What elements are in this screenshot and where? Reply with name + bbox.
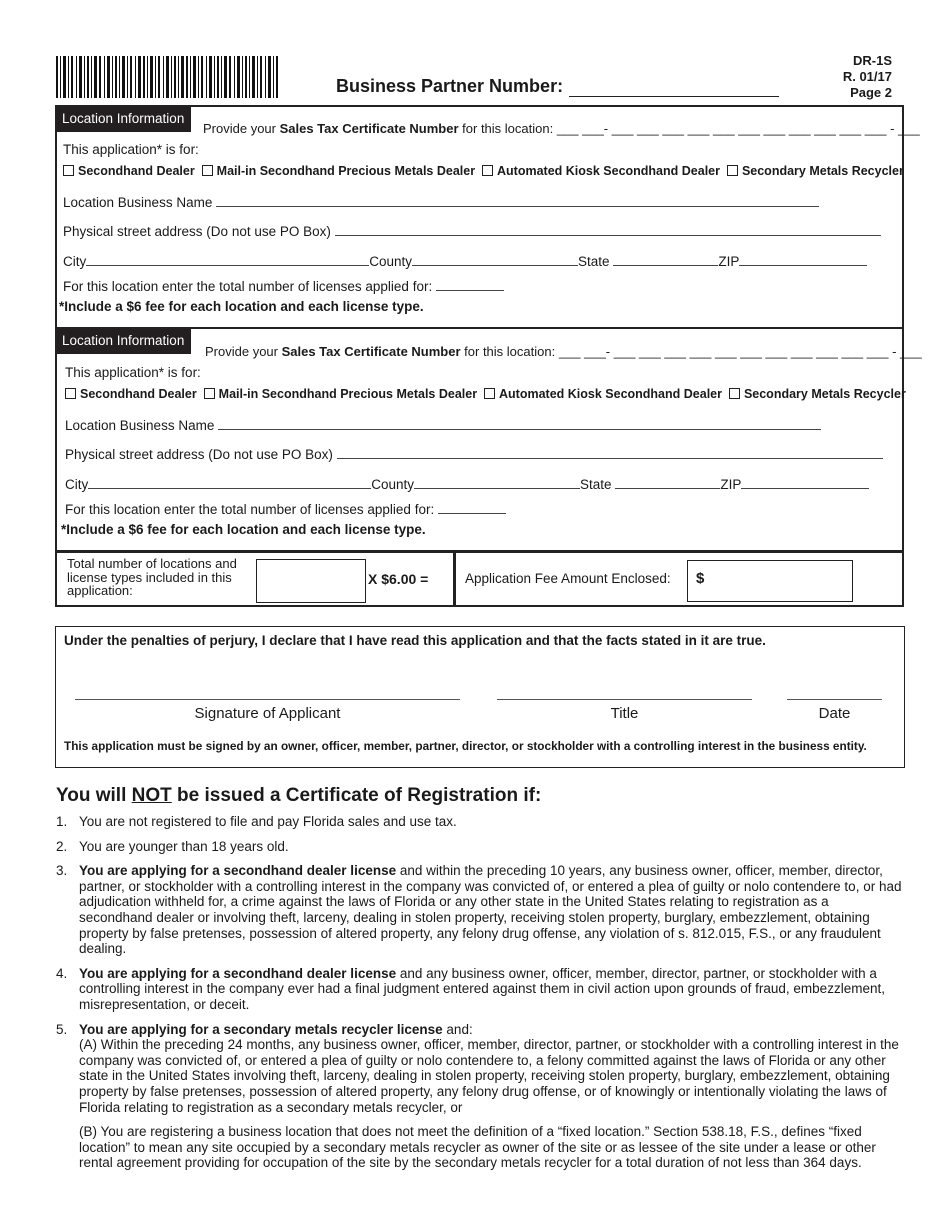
county-field[interactable] xyxy=(412,253,578,266)
business-partner-number xyxy=(336,76,779,97)
item-number: 2. xyxy=(56,838,68,854)
address-row xyxy=(65,446,896,462)
tax-suffix: for this location: ___ ___- ___ ___ ___ ___ ___ ___ ___ ___ ___ ___ ___ - ___ xyxy=(458,121,920,136)
option-kiosk-dealer[interactable] xyxy=(484,387,722,401)
perjury-declaration: Under the penalties of perjury, I declare that I have read this application and that the facts stated in it are true. xyxy=(64,633,766,648)
state-label: State xyxy=(580,477,612,492)
tax-suffix: for this location: ___ ___- ___ ___ ___ ___ ___ ___ ___ ___ ___ ___ ___ - ___ xyxy=(460,344,922,359)
item-text: and: xyxy=(442,1021,473,1037)
address-field[interactable] xyxy=(335,223,881,236)
county-field[interactable] xyxy=(414,476,580,489)
option-label: Secondhand Dealer xyxy=(80,387,197,401)
item-bold-text: You are applying for a secondhand dealer license xyxy=(79,863,397,879)
tax-bold: Sales Tax Certificate Number xyxy=(279,121,459,136)
item-text: and within the preceding 10 years, any business owner, officer, member, director, partner, or stockholder with a controlling interest in the company was convicted of, or entered a plea of guilty or nolo contendere to, or had adjudication withheld for, a crime against the laws of Florida or any other state in the United States relating to registration as a secondhand dealer or involving theft, larceny, dealing in stolen property, receiving stolen property, burglary, embezzlement, obtaining property by false pretenses, possession of altered property, any felony drug offense, any violation of s. 812.015, F.S., or any fraudulent dealing. xyxy=(79,863,902,957)
city-label: City xyxy=(63,254,87,269)
signature-footnote: This application must be signed by an owner, officer, member, partner, director, or stockholder with a controlling interest in the business entity. xyxy=(64,739,867,753)
notice-title-end: be issued a Certificate of Registration if: xyxy=(171,785,542,806)
business-name-field[interactable] xyxy=(216,194,819,207)
sales-tax-certificate-line[interactable] xyxy=(203,121,920,136)
licenses-field[interactable] xyxy=(436,278,504,291)
option-label: Secondhand Dealer xyxy=(78,164,195,178)
option-secondhand-dealer[interactable] xyxy=(63,164,195,178)
checkbox[interactable] xyxy=(729,388,740,399)
licenses-field[interactable] xyxy=(438,501,506,514)
option-mail-in-dealer[interactable] xyxy=(202,164,475,178)
licenses-label: For this location enter the total number of licenses applied for: xyxy=(63,279,433,294)
list-item xyxy=(56,863,904,957)
option-secondhand-dealer[interactable] xyxy=(65,387,197,401)
date-caption: Date xyxy=(818,705,851,722)
checkbox[interactable] xyxy=(63,165,74,176)
notice-list xyxy=(56,814,904,1180)
application-for-label: This application* is for: xyxy=(63,142,199,157)
form-number: DR-1S xyxy=(852,53,892,68)
application-for-label: This application* is for: xyxy=(65,365,201,380)
business-partner-field[interactable] xyxy=(569,80,779,97)
checkbox[interactable] xyxy=(204,388,215,399)
tax-prefix: Provide your xyxy=(203,121,280,136)
signature-caption: Signature of Applicant xyxy=(194,705,341,722)
address-row xyxy=(63,223,896,239)
city-row xyxy=(65,476,896,492)
notice-title xyxy=(56,785,541,807)
state-label: State xyxy=(578,254,610,269)
option-kiosk-dealer[interactable] xyxy=(482,164,720,178)
option-label: Secondary Metals Recycler xyxy=(741,164,904,178)
option-label: Automated Kiosk Secondhand Dealer xyxy=(499,387,722,401)
licenses-row xyxy=(63,278,896,294)
business-name-label: Location Business Name xyxy=(63,195,213,210)
state-field[interactable] xyxy=(613,253,718,266)
fee-amount-label: Application Fee Amount Enclosed: xyxy=(465,571,671,586)
business-name-field[interactable] xyxy=(218,417,821,430)
option-label: Secondary Metals Recycler xyxy=(743,387,906,401)
item-text: and any business owner, officer, member, director, partner, or stockholder with a controlling interest in the company ever had a final judgment entered against them in civil action upon grounds of fraud, embezzlement, misrepresentation, or deceit. xyxy=(79,965,885,1012)
zip-label: ZIP xyxy=(718,254,740,269)
option-label: Automated Kiosk Secondhand Dealer xyxy=(497,164,720,178)
title-caption: Title xyxy=(610,705,639,722)
signature-field[interactable] xyxy=(75,699,460,700)
totals-row xyxy=(55,551,904,607)
fee-multiplier: X $6.00 = xyxy=(368,571,429,587)
page-number: Page 2 xyxy=(850,85,892,100)
checkbox[interactable] xyxy=(202,165,213,176)
item-paragraph-b: (B) You are registering a business location that does not meet the definition of a “fixed location.” Section 538.18, F.S., defines “fixed location” to mean any site occupied by a secondary metals recycler as owner of the site or as lessee of the site under a lease or other rental agreement providing for occupation of the site by the secondary metals recycler for a total duration of not less than 364 days. xyxy=(79,1124,876,1171)
city-field[interactable] xyxy=(88,476,371,489)
list-item xyxy=(56,814,904,830)
currency-symbol: $ xyxy=(696,570,705,587)
option-label: Mail-in Secondhand Precious Metals Dealer xyxy=(218,387,478,401)
total-locations-label: Total number of locations and license types included in this application: xyxy=(67,556,237,598)
fee-note: *Include a $6 fee for each location and each license type. xyxy=(59,299,424,314)
state-field[interactable] xyxy=(615,476,720,489)
checkbox[interactable] xyxy=(65,388,76,399)
business-name-row xyxy=(63,194,896,210)
fee-amount-field[interactable] xyxy=(687,560,853,602)
notice-title-start: You will xyxy=(56,785,132,806)
title-field[interactable] xyxy=(497,699,752,700)
licenses-label: For this location enter the total number of licenses applied for: xyxy=(65,502,435,517)
application-type-options xyxy=(65,387,906,401)
zip-field[interactable] xyxy=(739,253,867,266)
application-type-options xyxy=(63,164,904,178)
item-number: 3. xyxy=(56,863,68,879)
tax-prefix: Provide your xyxy=(205,344,282,359)
item-text: You are younger than 18 years old. xyxy=(79,838,289,854)
address-label: Physical street address (Do not use PO Box) xyxy=(63,224,331,239)
list-item xyxy=(56,839,904,855)
date-field[interactable] xyxy=(787,699,882,700)
notice-title-emphasis: NOT xyxy=(131,785,172,806)
option-label: Mail-in Secondhand Precious Metals Dealer xyxy=(216,164,476,178)
list-item xyxy=(56,1022,904,1171)
sales-tax-certificate-line[interactable] xyxy=(205,344,922,359)
fee-note: *Include a $6 fee for each location and each license type. xyxy=(61,522,426,537)
divider xyxy=(453,553,456,605)
total-locations-field[interactable] xyxy=(256,559,366,603)
barcode xyxy=(56,56,278,98)
item-paragraph-a: (A) Within the preceding 24 months, any business owner, officer, member, director, partner, or stockholder with a controlling interest in the company was convicted of, or entered a plea of guilty or nolo contendere to, a felony committed against the laws of Florida or any other state in the United States involving theft, larceny, dealing in stolen property, receiving stolen property, burglary, embezzlement, obtaining property by false pretenses, possession of altered property, any felony drug offense, or of knowingly or intentionally violating the laws of Florida relating to registration as a secondary metals recycler, or xyxy=(79,1037,899,1115)
section-label: Location Information xyxy=(57,329,191,354)
item-number: 1. xyxy=(56,814,68,829)
licenses-row xyxy=(65,501,896,517)
form-revision: R. 01/17 xyxy=(842,69,892,84)
business-partner-label: Business Partner Number: xyxy=(336,76,564,96)
item-bold-text: You are applying for a secondary metals recycler license xyxy=(79,1021,443,1037)
tax-bold: Sales Tax Certificate Number xyxy=(281,344,461,359)
item-number: 4. xyxy=(56,965,68,981)
location-section-2 xyxy=(55,327,922,552)
option-mail-in-dealer[interactable] xyxy=(204,387,477,401)
city-label: City xyxy=(65,477,89,492)
section-label: Location Information xyxy=(57,107,191,132)
city-field[interactable] xyxy=(86,253,369,266)
form-identifier xyxy=(843,53,892,101)
item-text: You are not registered to file and pay Florida sales and use tax. xyxy=(79,814,457,829)
signature-block xyxy=(55,626,905,768)
option-metals-recycler[interactable] xyxy=(729,387,906,401)
business-name-label: Location Business Name xyxy=(65,418,215,433)
county-label: County xyxy=(369,254,413,269)
checkbox[interactable] xyxy=(484,388,495,399)
city-row xyxy=(63,253,896,269)
address-field[interactable] xyxy=(337,446,883,459)
business-name-row xyxy=(65,417,896,433)
list-item xyxy=(56,966,904,1013)
location-section-1 xyxy=(55,105,920,329)
option-metals-recycler[interactable] xyxy=(727,164,904,178)
checkbox[interactable] xyxy=(727,165,738,176)
item-bold-text: You are applying for a secondhand dealer license xyxy=(79,965,397,981)
zip-label: ZIP xyxy=(720,477,742,492)
address-label: Physical street address (Do not use PO Box) xyxy=(65,447,333,462)
county-label: County xyxy=(371,477,415,492)
checkbox[interactable] xyxy=(482,165,493,176)
zip-field[interactable] xyxy=(741,476,869,489)
item-number: 5. xyxy=(56,1021,68,1037)
